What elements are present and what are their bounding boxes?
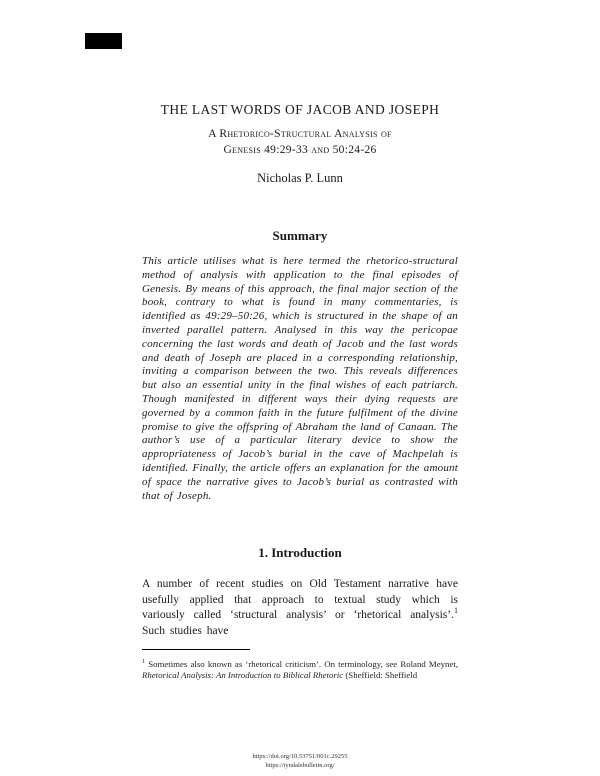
article-subtitle-line2: Genesis 49:29-33 and 50:24-26 [223,144,377,156]
introduction-heading: 1. Introduction [258,545,342,561]
summary-paragraph: This article utilises what is here termed the rhetorico-structural method of analysis with application to the final episodes of Genesis. By means of this approach, the final major section of the book, contrary to what is found in many commentaries, is identified as 49:29–50:26, which is structured in the shape of an inverted parallel pattern. Analysed in this way the pericopae concerning the last words and death of Jacob and the last words and death of Joseph are placed in a corresponding relationship, inviting a comparison between the two. This reveals differences but also an essential unity in the final wishes of each patriarch. Though manifested in different ways their dying requests are governed by a common faith in the future fulfilment of the divine promise to give the offspring of Abraham the land of Canaan. The author’s use of a particular literary device to show the appropriateness of Jacob’s burial in the cave of Machpelah is identified. Finally, the article offers an explanation for the amount of space the narrative gives to Jacob’s burial as contrasted with that of Joseph. [142,255,458,502]
page-footer [0,752,600,770]
footnote-body-end: (Sheffield: Sheffield [343,670,418,681]
article-content [142,102,458,690]
article-title: THE LAST WORDS OF JACOB AND JOSEPH [160,102,440,117]
footnote-reference[interactable]: 1 [453,606,458,616]
scan-corner-mark [85,33,122,49]
introduction-text: A number of recent studies on Old Testament narrative have usefully applied that approach to textual study which is variously called ‘structural analysis’ or ‘rhetorical analysis’. [142,578,458,622]
journal-site-link[interactable]: https://tyndalebulletin.org/ [265,762,335,769]
footnote-book-title: Rhetorical Analysis: An Introduction to Biblical Rhetoric [142,670,344,681]
footnote-separator [142,649,250,650]
author-name: Nicholas P. Lunn [257,171,343,185]
introduction-paragraph [142,577,458,639]
footnote-body: Sometimes also known as ‘rhetorical criticism’. On terminology, see Roland Meynet, [145,659,458,670]
footnote-text [142,659,458,681]
summary-heading: Summary [272,228,328,243]
footnote-marker: 1 [142,659,146,666]
introduction-text-continued: Such studies have [142,624,229,637]
doi-link[interactable]: https://doi.org/10.53751/001c.29255 [252,753,348,760]
article-subtitle-line1: A Rhetorico-Structural Analysis of [208,128,392,140]
